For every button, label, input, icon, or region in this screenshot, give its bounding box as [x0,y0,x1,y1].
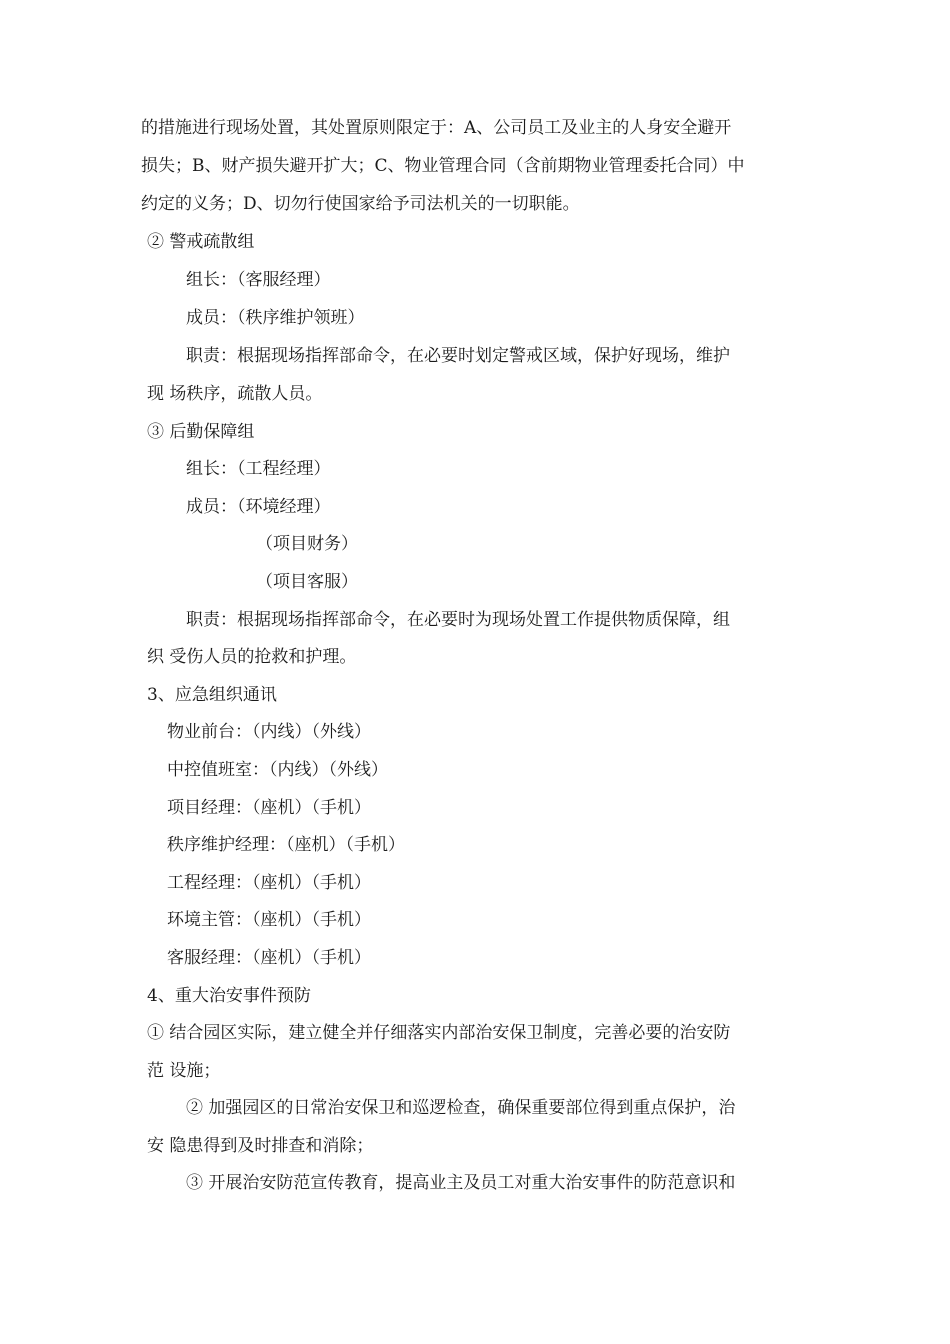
paragraph-line: （项目财务） [256,534,358,554]
section-heading: ② 警戒疏散组 [147,232,255,252]
section-heading: 3、应急组织通讯 [147,685,277,705]
paragraph-line: 职责：根据现场指挥部命令，在必要时划定警戒区域，保护好现场，维护 [186,346,730,366]
paragraph-line: 安 隐患得到及时排查和消除； [147,1136,374,1156]
paragraph-line: 职责：根据现场指挥部命令，在必要时为现场处置工作提供物质保障，组 [186,610,730,630]
paragraph-line: 组长：（工程经理） [186,459,331,479]
section-heading: 4、重大治安事件预防 [147,986,311,1006]
contact-line: 中控值班室：（内线）（外线） [167,760,388,780]
paragraph-line: 损失；B、财产损失避开扩大；C、物业管理合同（含前期物业管理委托合同）中 [141,156,745,176]
paragraph-line: 的措施进行现场处置，其处置原则限定于：A、公司员工及业主的人身安全避开 [141,118,732,138]
contact-line: 环境主管：（座机）（手机） [167,910,371,930]
contact-line: 客服经理：（座机）（手机） [167,948,371,968]
paragraph-line: ① 结合园区实际，建立健全并仔细落实内部治安保卫制度，完善必要的治安防 [147,1023,731,1043]
paragraph-line: （项目客服） [256,572,358,592]
paragraph-line: 现 场秩序，疏散人员。 [147,384,323,404]
paragraph-line: 成员：（环境经理） [186,497,331,517]
contact-line: 工程经理：（座机）（手机） [167,873,371,893]
contact-line: 项目经理：（座机）（手机） [167,798,371,818]
contact-line: 秩序维护经理：（座机）（手机） [167,835,405,855]
paragraph-line: 组长：（客服经理） [186,270,331,290]
paragraph-line: 约定的义务；D、切勿行使国家给予司法机关的一切职能。 [141,194,580,214]
paragraph-line: 成员：（秩序维护领班） [186,308,365,328]
paragraph-line: ③ 开展治安防范宣传教育，提高业主及员工对重大治安事件的防范意识和 [186,1173,736,1193]
paragraph-line: 范 设施； [147,1061,221,1081]
section-heading: ③ 后勤保障组 [147,422,255,442]
paragraph-line: ② 加强园区的日常治安保卫和巡逻检查，确保重要部位得到重点保护，治 [186,1098,736,1118]
paragraph-line: 织 受伤人员的抢救和护理。 [147,647,357,667]
contact-line: 物业前台：（内线）（外线） [167,722,371,742]
